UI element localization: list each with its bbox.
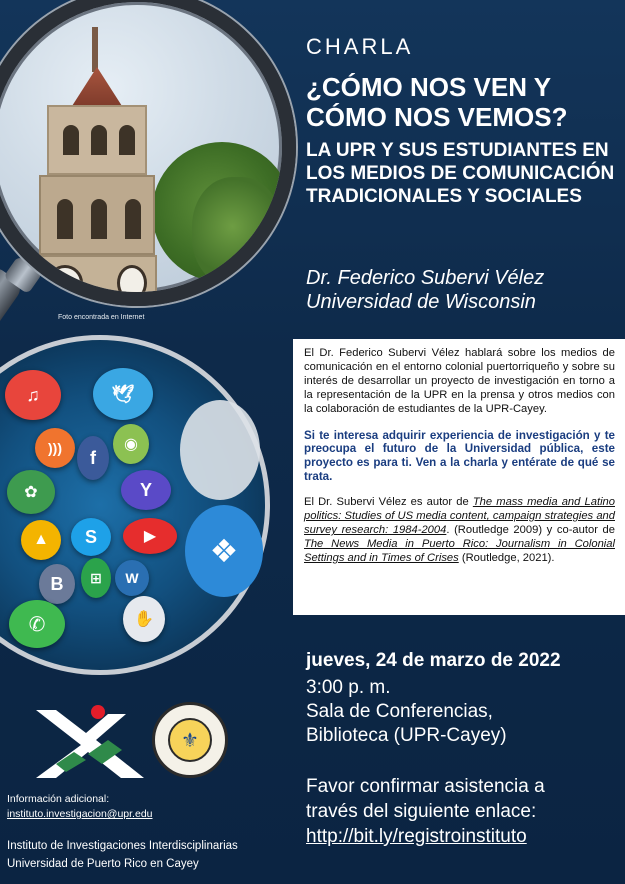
rsvp-line-1: Favor confirmar asistencia a bbox=[306, 776, 545, 797]
registration-link[interactable]: http://bit.ly/registroinstituto bbox=[306, 826, 527, 847]
phone-icon: ✆ bbox=[9, 600, 65, 648]
app-icon: ✋ bbox=[123, 596, 165, 642]
clock-icon bbox=[47, 265, 83, 301]
photo-credit: Foto encontrada en Internet bbox=[58, 314, 145, 321]
university-name: Universidad de Puerto Rico en Cayey bbox=[7, 858, 199, 870]
skype-icon: S bbox=[71, 518, 111, 556]
twitter-icon: 🕊 bbox=[93, 368, 153, 420]
page-title: ¿CÓMO NOS VEN Y CÓMO NOS VEMOS? bbox=[306, 72, 568, 132]
event-details bbox=[306, 676, 507, 748]
magnifier-icon bbox=[0, 0, 296, 306]
book-title-2: The News Media in Puerto Rico: Journalism in Colonial Settings and in Times of Crises bbox=[304, 537, 615, 564]
music-app-icon: ♫ bbox=[5, 370, 61, 420]
tree-image-2 bbox=[192, 177, 282, 287]
institute-logo bbox=[26, 700, 146, 780]
contact-email-link[interactable]: instituto.investigacion@upr.edu bbox=[7, 808, 153, 820]
book-title-1: The mass media and Latino politics: Studies of US media content, campaign strategies and survey research: 1984-2004 bbox=[304, 496, 615, 536]
clock-tower-image bbox=[37, 27, 157, 306]
apple-icon bbox=[180, 400, 260, 500]
clock-icon-side bbox=[117, 265, 147, 301]
page-subtitle: LA UPR Y SUS ESTUDIANTES EN LOS MEDIOS DE COMUNICACIÓN TRADICIONALES Y SOCIALES bbox=[306, 140, 615, 207]
description-paragraph-1: El Dr. Federico Subervi Vélez hablará sobre los medios de comunicación en el entorno colonial puertorriqueño y sobre su interés de desarrollar un proyecto de investigación en torno a la representación de la UPR en la prensa y otros medios con la colaboración de estudiantes de la UPR-Cayey. bbox=[304, 347, 615, 415]
blogger-icon: B bbox=[39, 564, 75, 604]
event-place-2: Biblioteca (UPR-Cayey) bbox=[306, 725, 507, 746]
yahoo-icon: Y bbox=[121, 470, 171, 510]
event-date: jueves, 24 de marzo de 2022 bbox=[306, 650, 561, 671]
picasa-icon: ✿ bbox=[7, 470, 55, 514]
facebook-icon: f bbox=[77, 436, 109, 480]
dropbox-icon: ❖ bbox=[185, 505, 263, 597]
rss-icon: ))) bbox=[35, 428, 75, 468]
p3-text-a: El Dr. Subervi Vélez es autor de bbox=[304, 496, 473, 509]
institute-name: Instituto de Investigaciones Interdisciplinarias bbox=[7, 840, 238, 852]
wordpress-icon: W bbox=[115, 560, 149, 596]
speaker-name: Dr. Federico Subervi Vélez bbox=[306, 267, 545, 289]
upr-cayey-seal bbox=[152, 702, 228, 778]
description-paragraph-3 bbox=[304, 496, 615, 566]
event-place-1: Sala de Conferencias, bbox=[306, 701, 493, 722]
youtube-icon: ▶ bbox=[123, 518, 177, 554]
event-time: 3:00 p. m. bbox=[306, 677, 391, 698]
p3-text-c: (Routledge, 2021). bbox=[458, 551, 555, 564]
p3-text-b: . (Routledge 2009) y co-autor de bbox=[446, 523, 615, 536]
windows-icon: ⊞ bbox=[81, 558, 111, 598]
rsvp-block bbox=[306, 774, 624, 849]
kicker: CHARLA bbox=[306, 34, 414, 59]
speaker-affiliation: Universidad de Wisconsin bbox=[306, 291, 536, 313]
speaker-block bbox=[306, 266, 616, 314]
description-box bbox=[293, 339, 625, 615]
drive-icon: ▲ bbox=[21, 520, 61, 560]
android-icon: ◉ bbox=[113, 424, 149, 464]
rsvp-line-2: través del siguiente enlace: bbox=[306, 801, 537, 822]
contact-label: Información adicional: bbox=[7, 793, 110, 805]
seal-shield-icon: ⚜ bbox=[168, 718, 212, 762]
description-paragraph-2: Si te interesa adquirir experiencia de investigación y te preocupa el futuro de la Universidad pública, este proyecto es para ti. Ven a la charla y entérate de qué se trata. bbox=[304, 428, 615, 484]
